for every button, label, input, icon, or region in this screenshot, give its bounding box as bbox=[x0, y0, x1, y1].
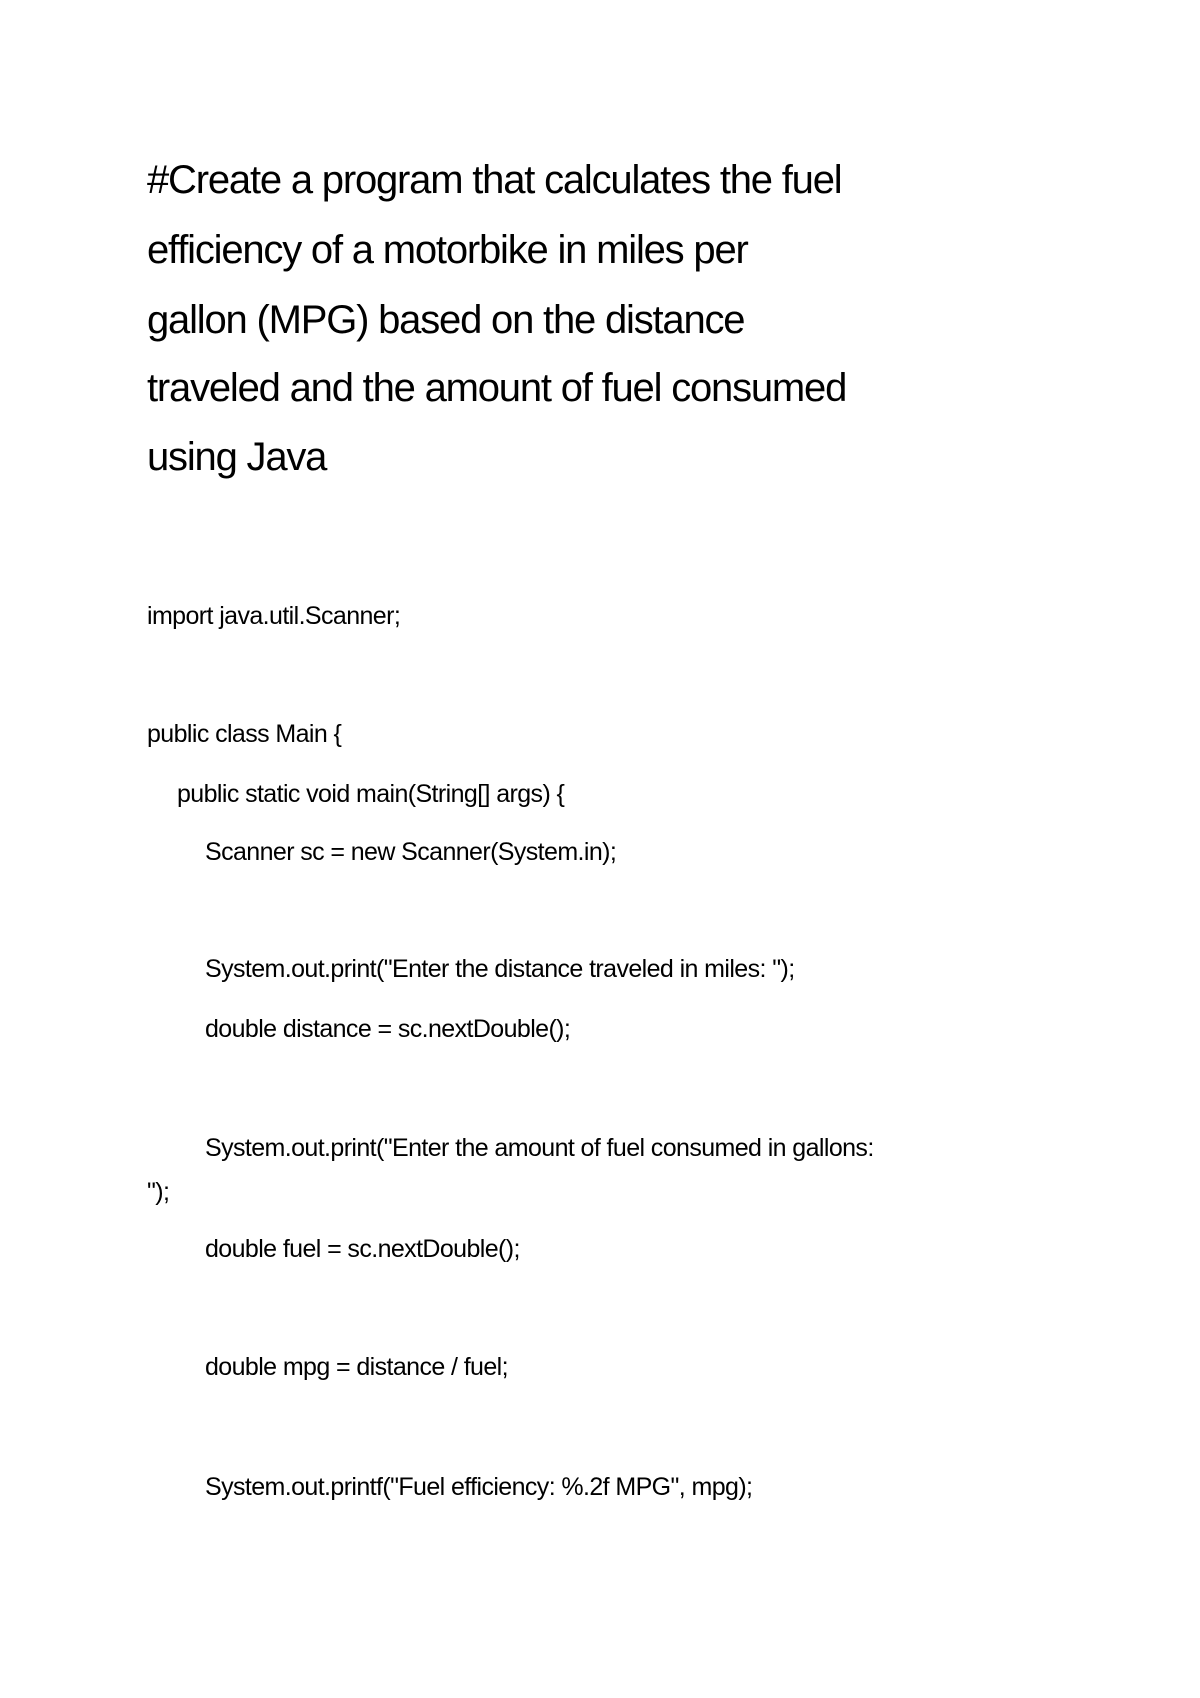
code-line-print-result: System.out.printf("Fuel efficiency: %.2f MPG", mpg); bbox=[205, 1473, 753, 1501]
title-line: traveled and the amount of fuel consumed bbox=[147, 366, 847, 410]
code-line-read-fuel: double fuel = sc.nextDouble(); bbox=[205, 1235, 520, 1263]
title-line: efficiency of a motorbike in miles per bbox=[147, 228, 748, 272]
code-line-import: import java.util.Scanner; bbox=[147, 602, 401, 630]
code-line-compute-mpg: double mpg = distance / fuel; bbox=[205, 1353, 508, 1381]
code-line-main: public static void main(String[] args) { bbox=[177, 780, 565, 808]
title-line: using Java bbox=[147, 435, 327, 479]
code-line-prompt-distance: System.out.print("Enter the distance traveled in miles: "); bbox=[205, 955, 795, 983]
title-line: #Create a program that calculates the fuel bbox=[147, 158, 842, 202]
title-line: gallon (MPG) based on the distance bbox=[147, 298, 745, 342]
code-line-prompt-fuel-cont: "); bbox=[147, 1178, 170, 1206]
code-line-scanner: Scanner sc = new Scanner(System.in); bbox=[205, 838, 617, 866]
code-line-read-distance: double distance = sc.nextDouble(); bbox=[205, 1015, 571, 1043]
code-line-prompt-fuel: System.out.print("Enter the amount of fuel consumed in gallons: bbox=[205, 1134, 874, 1162]
code-line-class: public class Main { bbox=[147, 720, 342, 748]
